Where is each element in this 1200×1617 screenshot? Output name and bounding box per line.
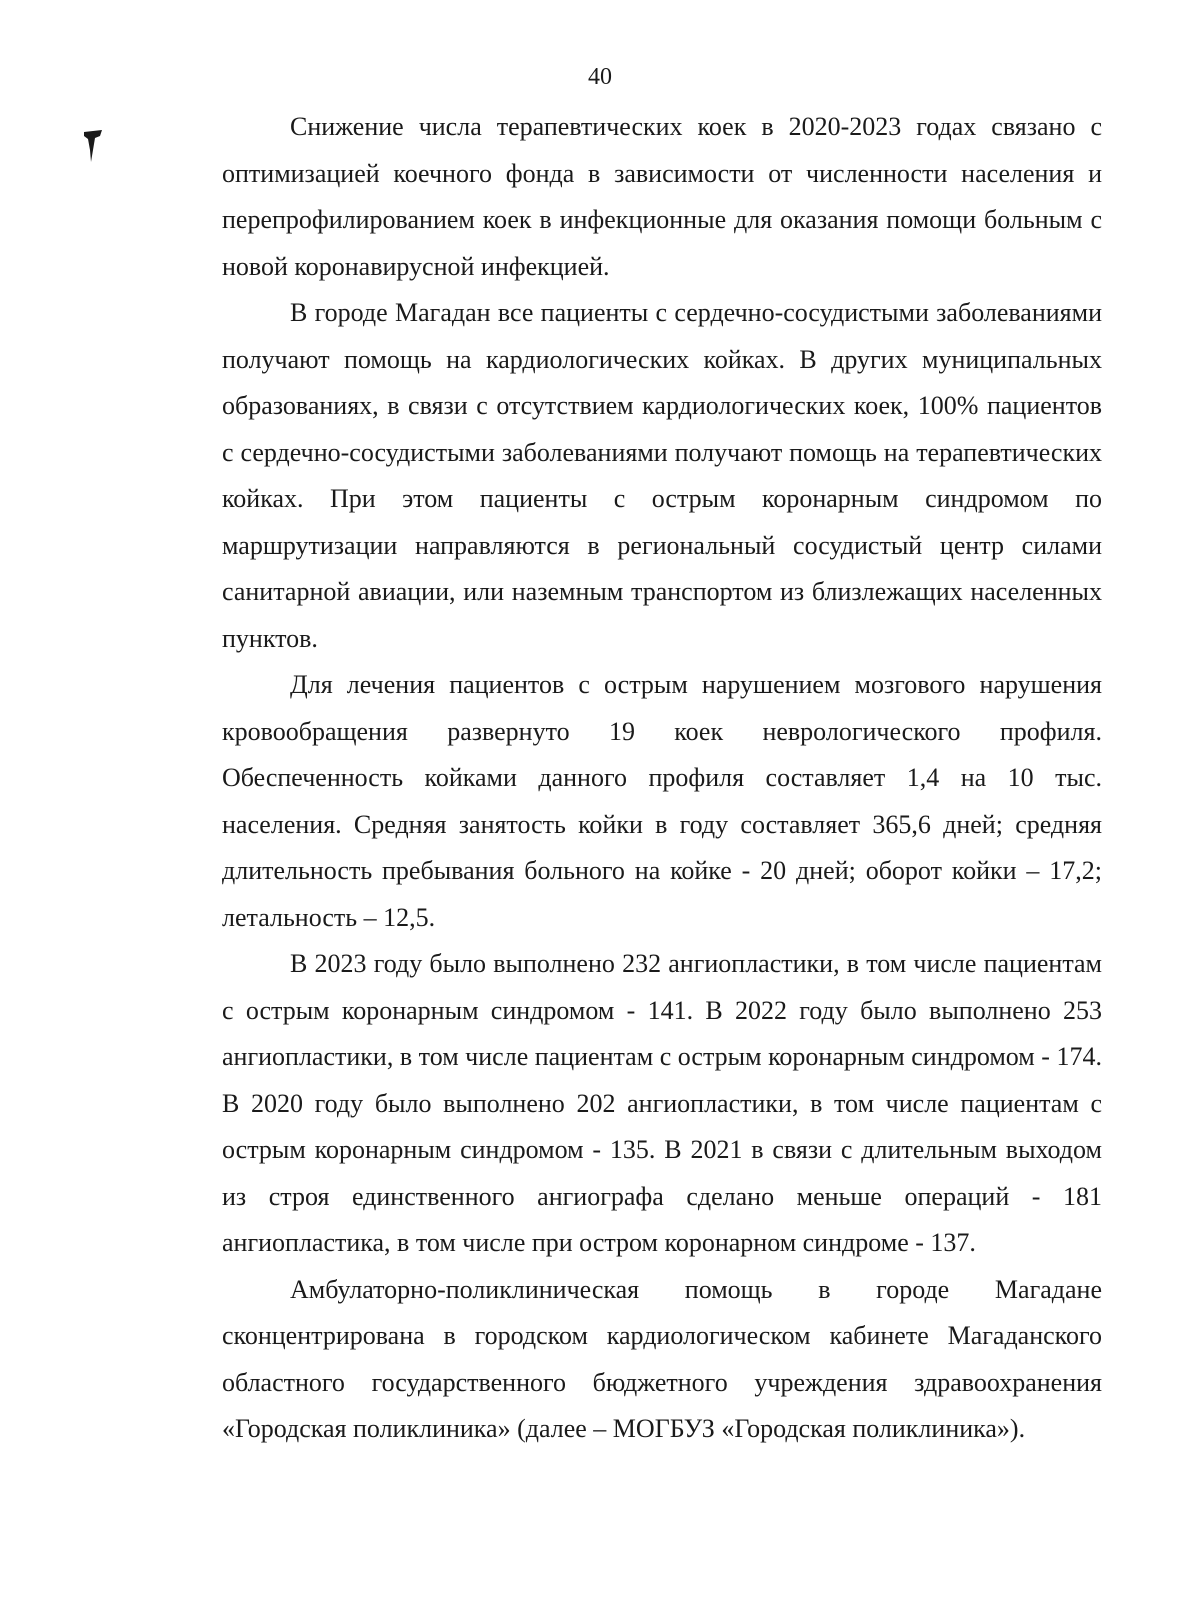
paragraph-therapeutic-beds: Снижение числа терапевтических коек в 2020-2023 годах связано с оптимизацией коечного фонда в зависимости от численности населения и перепрофилированием коек в инфекционные для оказания помощи больным с новой коронавирусной инфекцией. xyxy=(222,112,1102,281)
paragraph-outpatient-care: Амбулаторно-поликлиническая помощь в городе Магадане сконцентрирована в городском кардиологическом кабинете Магаданского областного государственного бюджетного учреждения здравоохранения «Городская поликлиника» (далее – МОГБУЗ «Городская поликлиника»). xyxy=(222,1274,1102,1443)
paragraph-cardiology-beds: В городе Магадан все пациенты с сердечно-сосудистыми заболеваниями получают помощь на кардиологических койках. В других муниципальных образованиях, в связи с отсутствием кардиологических коек, 100% пациентов с сердечно-сосудистыми заболеваниями получают помощь на терапевтических койках. При этом пациенты с острым коронарным синдромом по маршрутизации направляются в региональный сосудистый центр силами санитарной авиации, или наземным транспортом из близлежащих населенных пунктов. xyxy=(222,298,1102,653)
paragraph-neurology-beds: Для лечения пациентов с острым нарушением мозгового нарушения кровообращения развернуто 19 коек неврологического профиля. Обеспеченность койками данного профиля составляет 1,4 на 10 тыс. населения. Средняя занятость койки в году составляет 365,6 дней; средняя длительность пребывания больного на койке - 20 дней; оборот койки – 17,2; летальность – 12,5. xyxy=(222,670,1102,932)
paragraph-angioplasty: В 2023 году было выполнено 232 ангиопластики, в том числе пациентам с острым коронарным синдромом - 141. В 2022 году было выполнено 253 ангиопластики, в том числе пациентам с острым коронарным синдромом - 174. В 2020 году было выполнено 202 ангиопластики, в том числе пациентам с острым коронарным синдромом - 135. В 2021 в связи с длительным выходом из строя единственного ангиографа сделано меньше операций - 181 ангиопластика, в том числе при остром коронарном синдроме - 137. xyxy=(222,949,1102,1257)
page-number: 40 xyxy=(588,64,612,90)
text-body xyxy=(222,104,1102,1453)
scan-mark-icon xyxy=(82,128,106,164)
